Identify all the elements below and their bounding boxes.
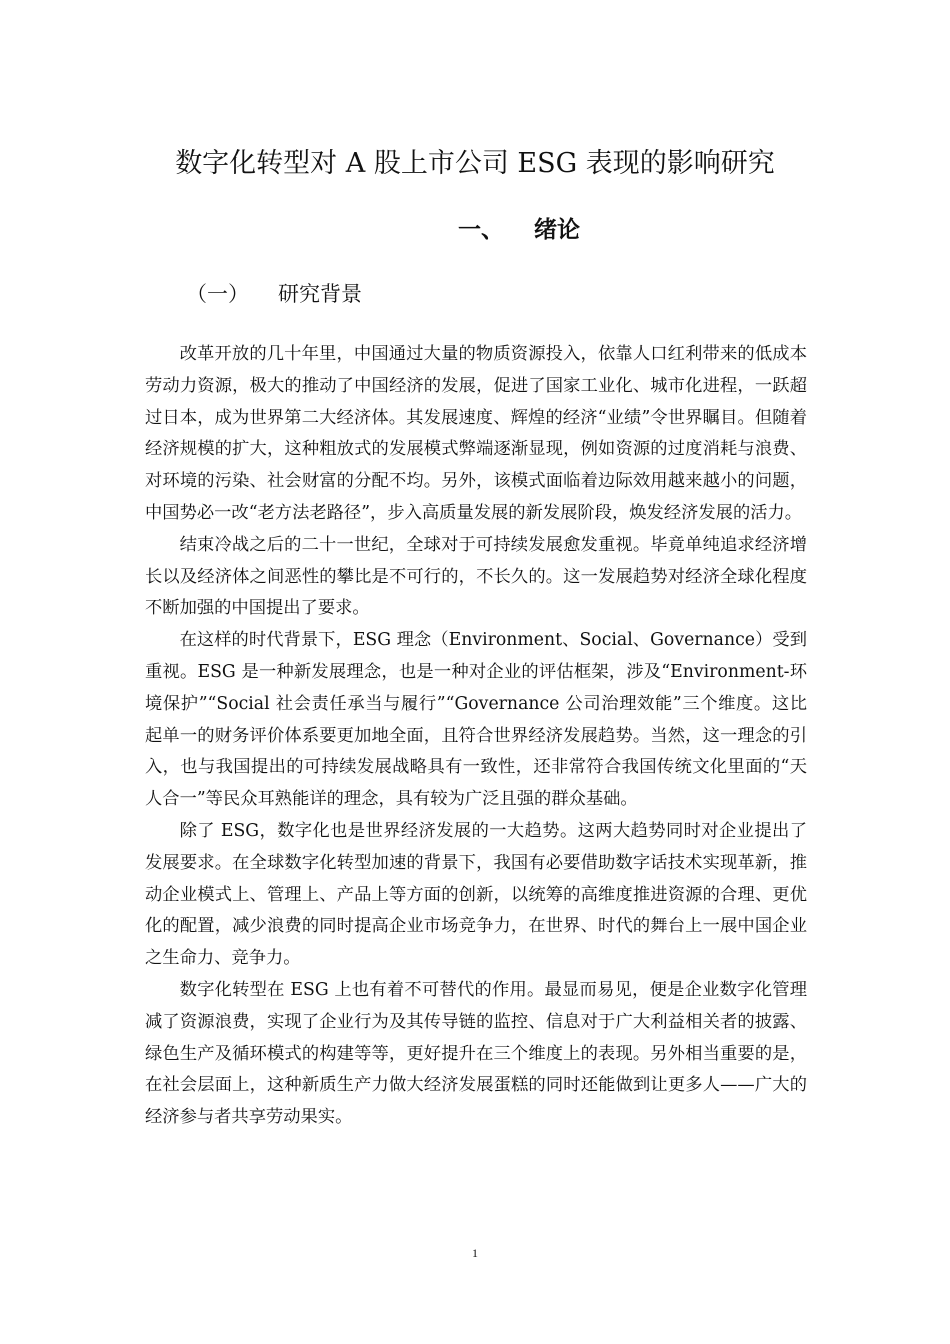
- paragraph: 结束冷战之后的二十一世纪，全球对于可持续发展愈发重视。毕竟单纯追求经济增长以及经济体之间恶性的攀比是不可行的，不长久的。这一发展趋势对经济全球化程度不断加强的中国提出了要求。: [145, 534, 807, 619]
- chapter-title: 绪论: [534, 217, 580, 243]
- paragraph: 在这样的时代背景下，ESG 理念（Environment、Social、Governance）受到重视。ESG 是一种新发展理念，也是一种对企业的评估框架，涉及“Environment-环境保护”“Social 社会责任承当与履行”“Governance 公司治理效能”三个维度。这比起单一的财务评价体系要更加地全面，且符合世界经济发展趋势。当然，这一理念的引入，也与我国提出的可持续发展战略具有一致性，还非常符合我国传统文化里面的“天人合一”等民众耳熟能详的理念，具有较为广泛且强的群众基础。: [145, 630, 807, 810]
- section-title: 研究背景: [278, 282, 362, 306]
- paragraph: 改革开放的几十年里，中国通过大量的物质资源投入，依靠人口红利带来的低成本劳动力资源，极大的推动了中国经济的发展，促进了国家工业化、城市化进程，一跃超过日本，成为世界第二大经济体。其发展速度、辉煌的经济“业绩”令世界瞩目。但随着经济规模的扩大，这种粗放式的发展模式弊端逐渐显现，例如资源的过度消耗与浪费、对环境的污染、社会财富的分配不均。另外，该模式面临着边际效用越来越小的问题，中国势必一改“老方法老路径”，步入高质量发展的新发展阶段，焕发经济发展的活力。: [145, 344, 807, 523]
- chapter-number: 一、: [458, 217, 504, 243]
- chapter-heading: [458, 210, 580, 250]
- section-number: （一）: [186, 282, 249, 306]
- section-heading: [186, 274, 362, 314]
- document-title: 数字化转型对 A 股上市公司 ESG 表现的影响研究: [175, 148, 775, 179]
- body-text: [145, 339, 807, 1134]
- paragraph: 数字化转型在 ESG 上也有着不可替代的作用。最显而易见，便是企业数字化管理减了资源浪费，实现了企业行为及其传导链的监控、信息对于广大利益相关者的披露、绿色生产及循环模式的构建等等，更好提升在三个维度上的表现。另外相当重要的是，在社会层面上，这种新质生产力做大经济发展蛋糕的同时还能做到让更多人——广大的经济参与者共享劳动果实。: [145, 979, 807, 1128]
- paragraph: 除了 ESG，数字化也是世界经济发展的一大趋势。这两大趋势同时对企业提出了发展要求。在全球数字化转型加速的背景下，我国有必要借助数字话技术实现革新，推动企业模式上、管理上、产品上等方面的创新，以统筹的高维度推进资源的合理、更优化的配置，减少浪费的同时提高企业市场竞争力，在世界、时代的舞台上一展中国企业之生命力、竞争力。: [145, 820, 807, 969]
- page-number: 1: [472, 1246, 478, 1260]
